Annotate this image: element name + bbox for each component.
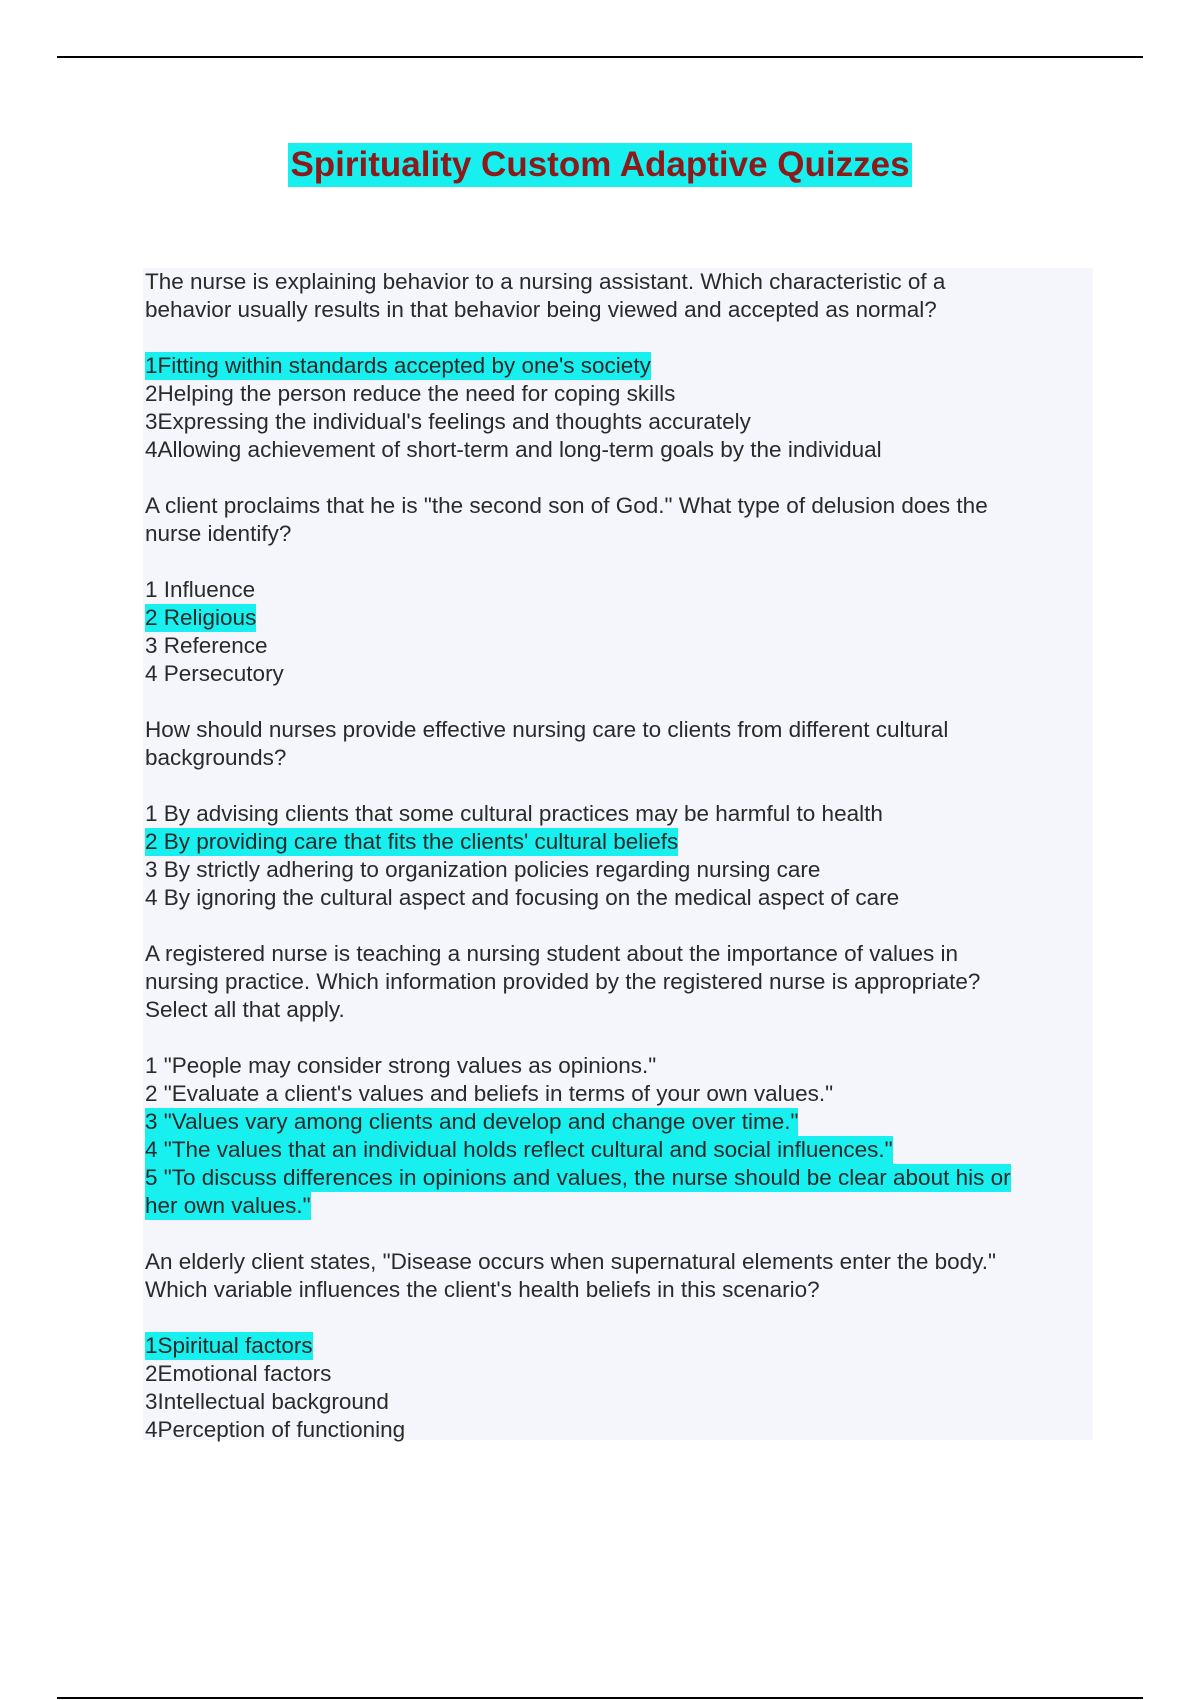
correct-answer-option: 3 "Values vary among clients and develop and change over time." xyxy=(145,1109,799,1134)
answer-option-row xyxy=(145,1388,1093,1416)
answer-option-row xyxy=(145,1332,1093,1360)
correct-answer-option: 2 Religious xyxy=(145,605,257,630)
answer-options-2 xyxy=(145,576,1093,688)
answer-option: 1 Influence xyxy=(145,577,256,602)
correct-answer-option: 2 By providing care that fits the clients' cultural beliefs xyxy=(145,829,679,854)
answer-options-1 xyxy=(145,352,1093,464)
answer-option-row xyxy=(145,660,1093,688)
answer-options-3 xyxy=(145,800,1093,912)
answer-option: 3Intellectual background xyxy=(145,1389,389,1414)
question-text-line: nursing practice. Which information provided by the registered nurse is appropriate? xyxy=(145,969,981,994)
answer-option-row xyxy=(145,1108,1093,1136)
top-rule xyxy=(57,56,1143,58)
answer-option-row xyxy=(145,828,1093,856)
questions-panel xyxy=(143,268,1093,1440)
answer-option: 3 By strictly adhering to organization policies regarding nursing care xyxy=(145,857,821,882)
answer-option: 3 Reference xyxy=(145,633,268,658)
answer-options-5 xyxy=(145,1332,1093,1444)
question-text-line: Select all that apply. xyxy=(145,997,345,1022)
question-text-line: A registered nurse is teaching a nursing student about the importance of values in xyxy=(145,941,958,966)
question-text-line: A client proclaims that he is "the second son of God." What type of delusion does the xyxy=(145,493,988,518)
question-text-line: The nurse is explaining behavior to a nursing assistant. Which characteristic of a xyxy=(145,269,946,294)
answer-option: 4 Persecutory xyxy=(145,661,284,686)
question-text-line: An elderly client states, "Disease occurs when supernatural elements enter the body." xyxy=(145,1249,997,1274)
correct-answer-option: her own values." xyxy=(145,1193,311,1218)
correct-answer-option: 1Spiritual factors xyxy=(145,1333,313,1358)
answer-option-row xyxy=(145,1416,1093,1444)
answer-option: 1 "People may consider strong values as opinions." xyxy=(145,1053,657,1078)
answer-option: 2 "Evaluate a client's values and beliefs in terms of your own values." xyxy=(145,1081,834,1106)
answer-option-row xyxy=(145,576,1093,604)
answer-options-4 xyxy=(145,1052,1093,1220)
correct-answer-option: 4 "The values that an individual holds reflect cultural and social influences." xyxy=(145,1137,893,1162)
answer-option-row xyxy=(145,604,1093,632)
answer-option-row xyxy=(145,632,1093,660)
answer-option: 4Perception of functioning xyxy=(145,1417,406,1442)
answer-option-row xyxy=(145,800,1093,828)
answer-option-row xyxy=(145,884,1093,912)
answer-option-row xyxy=(145,1360,1093,1388)
answer-option-row xyxy=(145,1192,1093,1220)
answer-option-row xyxy=(145,408,1093,436)
answer-option-row xyxy=(145,1136,1093,1164)
question-text-line: How should nurses provide effective nursing care to clients from different cultural xyxy=(145,717,949,742)
question-stem-5 xyxy=(145,1248,1093,1304)
question-stem-3 xyxy=(145,716,1093,772)
answer-option-row xyxy=(145,436,1093,464)
answer-option: 4Allowing achievement of short-term and long-term goals by the individual xyxy=(145,437,882,462)
answer-option-row xyxy=(145,380,1093,408)
correct-answer-option: 1Fitting within standards accepted by one's society xyxy=(145,353,651,378)
answer-option: 4 By ignoring the cultural aspect and focusing on the medical aspect of care xyxy=(145,885,900,910)
answer-option: 3Expressing the individual's feelings and thoughts accurately xyxy=(145,409,751,434)
bottom-rule xyxy=(57,1697,1143,1699)
answer-option: 1 By advising clients that some cultural practices may be harmful to health xyxy=(145,801,883,826)
correct-answer-option: 5 "To discuss differences in opinions and values, the nurse should be clear about his or xyxy=(145,1165,1011,1190)
question-stem-2 xyxy=(145,492,1093,548)
answer-option-row xyxy=(145,352,1093,380)
question-stem-4 xyxy=(145,940,1093,1024)
answer-option-row xyxy=(145,1052,1093,1080)
answer-option-row xyxy=(145,1164,1093,1192)
title-wrap xyxy=(0,143,1200,187)
answer-option-row xyxy=(145,1080,1093,1108)
question-text-line: Which variable influences the client's health beliefs in this scenario? xyxy=(145,1277,820,1302)
question-text-line: backgrounds? xyxy=(145,745,287,770)
question-text-line: nurse identify? xyxy=(145,521,292,546)
answer-option-row xyxy=(145,856,1093,884)
question-text-line: behavior usually results in that behavior being viewed and accepted as normal? xyxy=(145,297,937,322)
question-stem-1 xyxy=(145,268,1093,324)
answer-option: 2Emotional factors xyxy=(145,1361,332,1386)
answer-option: 2Helping the person reduce the need for coping skills xyxy=(145,381,676,406)
page-title: Spirituality Custom Adaptive Quizzes xyxy=(288,143,911,187)
